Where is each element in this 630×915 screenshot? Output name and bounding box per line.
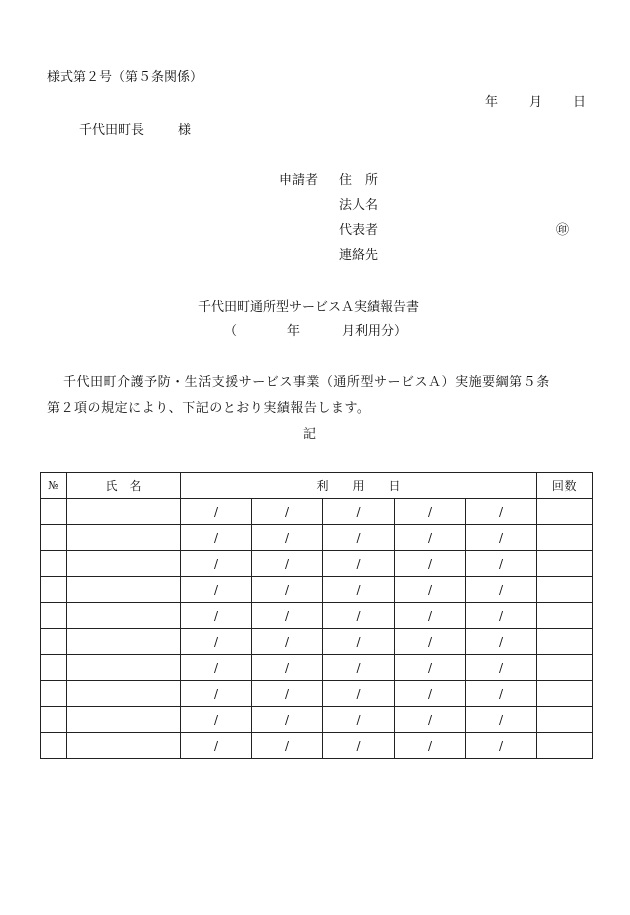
row-date-cell[interactable]: / xyxy=(252,577,323,603)
table-row xyxy=(41,499,593,525)
row-date-cell[interactable]: / xyxy=(181,733,252,759)
row-count-cell[interactable] xyxy=(537,499,593,525)
row-date-cell[interactable]: / xyxy=(181,525,252,551)
ki-label: 記 xyxy=(303,427,317,442)
applicant-corp-label: 法人名 xyxy=(339,198,379,213)
row-no-cell[interactable] xyxy=(41,655,67,681)
applicant-rep-label: 代表者 xyxy=(339,223,379,238)
row-date-cell[interactable]: / xyxy=(252,603,323,629)
row-no-cell[interactable] xyxy=(41,733,67,759)
addressee-honorific: 様 xyxy=(178,123,192,138)
table-row xyxy=(41,603,593,629)
row-date-cell[interactable]: / xyxy=(395,577,466,603)
header-usage-date: 利 用 日 xyxy=(181,473,537,499)
row-date-cell[interactable]: / xyxy=(395,733,466,759)
date-year-label: 年 xyxy=(485,95,499,110)
row-date-cell[interactable]: / xyxy=(466,733,537,759)
row-date-cell[interactable]: / xyxy=(323,629,395,655)
row-name-cell[interactable] xyxy=(67,499,181,525)
addressee-name: 千代田町長 xyxy=(79,123,145,138)
row-name-cell[interactable] xyxy=(67,525,181,551)
row-count-cell[interactable] xyxy=(537,525,593,551)
row-date-cell[interactable]: / xyxy=(252,681,323,707)
row-date-cell[interactable]: / xyxy=(252,525,323,551)
row-count-cell[interactable] xyxy=(537,603,593,629)
row-date-cell[interactable]: / xyxy=(395,707,466,733)
row-date-cell[interactable]: / xyxy=(181,499,252,525)
row-date-cell[interactable]: / xyxy=(395,499,466,525)
date-month-label: 月 xyxy=(529,95,543,110)
form-number: 様式第２号（第５条関係） xyxy=(47,70,204,85)
row-date-cell[interactable]: / xyxy=(181,629,252,655)
row-name-cell[interactable] xyxy=(67,655,181,681)
applicant-contact-label: 連絡先 xyxy=(339,248,379,263)
row-date-cell[interactable]: / xyxy=(466,603,537,629)
body-line-2: 第２項の規定により、下記のとおり実績報告します。 xyxy=(47,401,371,416)
row-date-cell[interactable]: / xyxy=(466,629,537,655)
row-date-cell[interactable]: / xyxy=(323,577,395,603)
table-row xyxy=(41,551,593,577)
row-date-cell[interactable]: / xyxy=(395,551,466,577)
applicant-label: 申請者 xyxy=(279,173,319,188)
row-date-cell[interactable]: / xyxy=(395,655,466,681)
row-date-cell[interactable]: / xyxy=(323,499,395,525)
row-count-cell[interactable] xyxy=(537,577,593,603)
row-date-cell[interactable]: / xyxy=(395,681,466,707)
row-count-cell[interactable] xyxy=(537,629,593,655)
row-date-cell[interactable]: / xyxy=(466,525,537,551)
seal-mark: ㊞ xyxy=(556,223,570,238)
row-name-cell[interactable] xyxy=(67,733,181,759)
row-date-cell[interactable]: / xyxy=(323,551,395,577)
row-date-cell[interactable]: / xyxy=(252,655,323,681)
table-row xyxy=(41,525,593,551)
row-no-cell[interactable] xyxy=(41,681,67,707)
row-no-cell[interactable] xyxy=(41,551,67,577)
table-row xyxy=(41,577,593,603)
row-date-cell[interactable]: / xyxy=(252,629,323,655)
subtitle-month-usage: 月利用分） xyxy=(342,324,408,339)
date-day-label: 日 xyxy=(573,95,587,110)
row-date-cell[interactable]: / xyxy=(466,707,537,733)
row-date-cell[interactable]: / xyxy=(181,603,252,629)
row-date-cell[interactable]: / xyxy=(395,525,466,551)
row-date-cell[interactable]: / xyxy=(252,499,323,525)
row-date-cell[interactable]: / xyxy=(252,551,323,577)
row-no-cell[interactable] xyxy=(41,603,67,629)
row-date-cell[interactable]: / xyxy=(181,577,252,603)
row-name-cell[interactable] xyxy=(67,577,181,603)
row-date-cell[interactable]: / xyxy=(181,655,252,681)
header-no: № xyxy=(41,473,67,499)
row-date-cell[interactable]: / xyxy=(181,551,252,577)
header-name: 氏 名 xyxy=(67,473,181,499)
body-line-1: 千代田町介護予防・生活支援サービス事業（通所型サービスＡ）実施要綱第５条 xyxy=(63,375,550,390)
row-date-cell[interactable]: / xyxy=(466,499,537,525)
table-row xyxy=(41,655,593,681)
row-name-cell[interactable] xyxy=(67,629,181,655)
row-name-cell[interactable] xyxy=(67,551,181,577)
usage-report-table xyxy=(40,472,593,759)
table-row xyxy=(41,629,593,655)
header-count: 回数 xyxy=(537,473,593,499)
subtitle-open-paren: （ xyxy=(224,324,238,339)
row-date-cell[interactable]: / xyxy=(466,551,537,577)
table-row xyxy=(41,733,593,759)
row-no-cell[interactable] xyxy=(41,499,67,525)
row-date-cell[interactable]: / xyxy=(323,603,395,629)
row-date-cell[interactable]: / xyxy=(395,629,466,655)
table-header-row xyxy=(41,473,593,499)
row-no-cell[interactable] xyxy=(41,525,67,551)
table-row xyxy=(41,681,593,707)
row-date-cell[interactable]: / xyxy=(252,733,323,759)
row-count-cell[interactable] xyxy=(537,707,593,733)
row-no-cell[interactable] xyxy=(41,577,67,603)
row-no-cell[interactable] xyxy=(41,629,67,655)
table-row xyxy=(41,707,593,733)
row-count-cell[interactable] xyxy=(537,655,593,681)
row-date-cell[interactable]: / xyxy=(323,733,395,759)
row-date-cell[interactable]: / xyxy=(252,707,323,733)
row-name-cell[interactable] xyxy=(67,681,181,707)
row-name-cell[interactable] xyxy=(67,707,181,733)
row-no-cell[interactable] xyxy=(41,707,67,733)
row-count-cell[interactable] xyxy=(537,733,593,759)
row-date-cell[interactable]: / xyxy=(466,577,537,603)
row-date-cell[interactable]: / xyxy=(323,707,395,733)
document-title: 千代田町通所型サービスＡ実績報告書 xyxy=(198,300,420,315)
row-date-cell[interactable]: / xyxy=(181,681,252,707)
row-count-cell[interactable] xyxy=(537,551,593,577)
row-date-cell[interactable]: / xyxy=(181,707,252,733)
applicant-address-label: 住 所 xyxy=(339,173,379,188)
row-name-cell[interactable] xyxy=(67,603,181,629)
row-date-cell[interactable]: / xyxy=(323,681,395,707)
table-body xyxy=(41,499,593,759)
row-count-cell[interactable] xyxy=(537,681,593,707)
row-date-cell[interactable]: / xyxy=(323,525,395,551)
row-date-cell[interactable]: / xyxy=(395,603,466,629)
row-date-cell[interactable]: / xyxy=(466,681,537,707)
subtitle-year-label: 年 xyxy=(287,324,301,339)
row-date-cell[interactable]: / xyxy=(466,655,537,681)
row-date-cell[interactable]: / xyxy=(323,655,395,681)
